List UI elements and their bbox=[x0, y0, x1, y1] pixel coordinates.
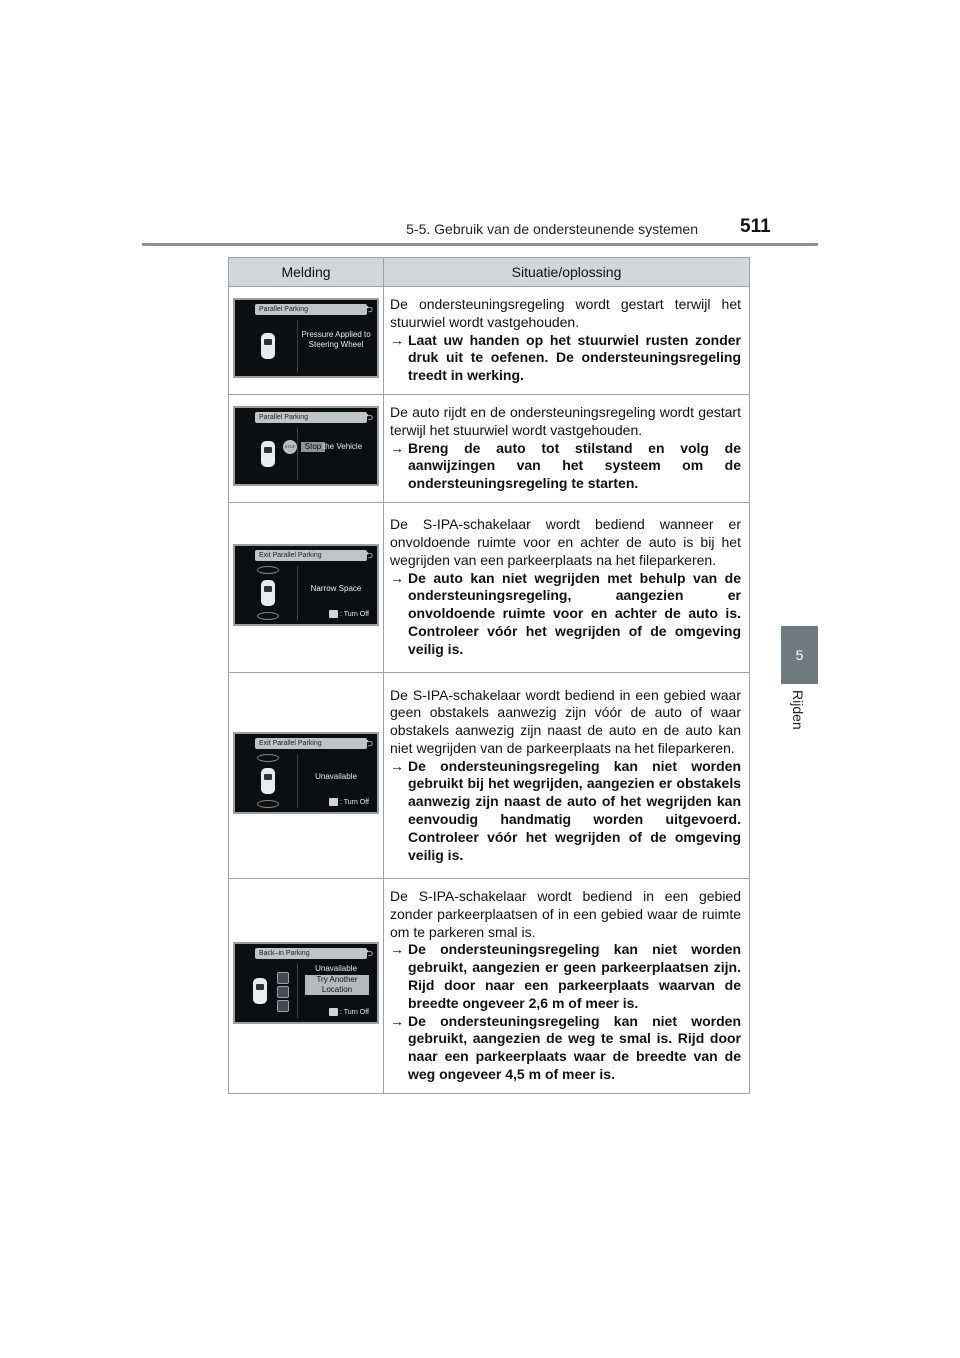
chapter-label: Rijden bbox=[790, 690, 806, 730]
s-ipa-switch-icon bbox=[329, 1008, 338, 1016]
sensor-arc bbox=[257, 566, 279, 574]
solution-item bbox=[390, 332, 741, 385]
car-area bbox=[239, 964, 298, 1018]
message-cell bbox=[229, 502, 384, 672]
arrow-icon: → bbox=[390, 1012, 404, 1029]
situation-cell bbox=[384, 672, 750, 878]
solution-text: De auto kan niet wegrijden met behulp van de ondersteuningsregeling, aangezien er onvoldoende ruimte voor en achter de auto is. Controleer vóór het wegrijden of de omgeving veilig is. bbox=[408, 569, 741, 657]
table-row bbox=[229, 878, 750, 1093]
situation-cell bbox=[384, 878, 750, 1093]
screen-title: Exit Parallel Parking bbox=[255, 550, 367, 561]
back-icon: ⮌ bbox=[365, 737, 373, 748]
screen-title: Parallel Parking bbox=[255, 304, 367, 315]
back-icon: ⮌ bbox=[365, 549, 373, 560]
situation-text: De ondersteuningsregeling wordt gestart terwijl het stuurwiel wordt vastgehouden. bbox=[390, 296, 741, 330]
screen-title: Exit Parallel Parking bbox=[255, 738, 367, 749]
message-cell bbox=[229, 395, 384, 503]
situation-cell bbox=[384, 395, 750, 503]
stop-sign-icon: STOP bbox=[283, 440, 297, 454]
screen-highlight: Try Another Location bbox=[305, 975, 369, 995]
car-area bbox=[239, 566, 298, 620]
table-row bbox=[229, 672, 750, 878]
column-header-message: Melding bbox=[229, 258, 384, 287]
back-icon: ⮌ bbox=[365, 304, 373, 314]
message-table bbox=[228, 257, 750, 1094]
chapter-number: 5 bbox=[795, 647, 804, 663]
situation-cell bbox=[384, 502, 750, 672]
screen-message: Unavailable bbox=[315, 771, 357, 781]
display-screen bbox=[233, 942, 379, 1024]
turn-off-label: : Turn Off bbox=[339, 1009, 369, 1017]
solution-item bbox=[390, 941, 741, 1012]
turn-off-hint bbox=[329, 798, 369, 806]
car-area bbox=[239, 754, 298, 808]
table-row bbox=[229, 502, 750, 672]
solution-text: De ondersteuningsregeling kan niet worden gebruikt, aangezien de weg te smal is. Rijd door naar een parkeerplaats waar de breedte van de weg ongeveer 4,5 m of meer is. bbox=[408, 1012, 741, 1082]
back-icon: ⮌ bbox=[365, 411, 373, 422]
screen-title: Parallel Parking bbox=[255, 412, 367, 423]
arrow-icon: → bbox=[390, 439, 404, 456]
solution-item bbox=[390, 1013, 741, 1084]
arrow-icon: → bbox=[390, 569, 404, 586]
turn-off-hint bbox=[329, 1008, 369, 1016]
car-icon bbox=[261, 441, 275, 467]
arrow-icon: → bbox=[390, 331, 404, 348]
solution-item bbox=[390, 440, 741, 493]
display-screen bbox=[233, 298, 379, 378]
solution-item bbox=[390, 758, 741, 865]
sensor-arc bbox=[257, 800, 279, 808]
situation-text: De S-IPA-schakelaar wordt bediend in een gebied zonder parkeerplaatsen of in een gebied waar de ruimte om te parkeren smal is. bbox=[390, 887, 741, 940]
car-area bbox=[239, 428, 298, 480]
header-divider bbox=[142, 243, 818, 246]
table-header-row bbox=[229, 258, 750, 287]
chapter-tab bbox=[781, 626, 818, 684]
turn-off-label: : Turn Off bbox=[339, 798, 369, 806]
s-ipa-switch-icon bbox=[329, 798, 338, 806]
screen-message: Unavailable bbox=[315, 964, 357, 974]
screen-highlight: Stop bbox=[301, 442, 325, 452]
arrow-icon: → bbox=[390, 757, 404, 774]
solution-text: Breng de auto tot stilstand en volg de aanwijzingen van het systeem om de ondersteuningsregeling te starten. bbox=[408, 439, 741, 492]
sensor-arc bbox=[257, 612, 279, 620]
back-icon: ⮌ bbox=[365, 948, 373, 959]
screen-message: Narrow Space bbox=[310, 583, 362, 593]
screen-message: the Vehicle bbox=[323, 441, 363, 451]
solution-text: De ondersteuningsregeling kan niet worden gebruikt, aangezien er geen parkeerplaatsen zijn. Rijd door naar een parkeerplaats waarvan de breedte ongeveer 2,6 m of meer is. bbox=[408, 941, 741, 1011]
solution-text: De ondersteuningsregeling kan niet worden gebruikt bij het wegrijden, aangezien er obstakels aanwezig zijn naast de auto of het wegrijden kan eenvoudig handmatig worden uitgevoerd. Controleer vóór het wegrijden of de omgeving veilig is. bbox=[408, 757, 741, 863]
table-row bbox=[229, 395, 750, 503]
message-cell bbox=[229, 672, 384, 878]
solution-item bbox=[390, 570, 741, 659]
sensor-arc bbox=[257, 754, 279, 762]
table-row bbox=[229, 287, 750, 395]
message-cell bbox=[229, 287, 384, 395]
column-header-situation: Situatie/oplossing bbox=[384, 258, 750, 287]
arrow-icon: → bbox=[390, 941, 404, 958]
car-icon bbox=[261, 580, 275, 606]
situation-text: De S-IPA-schakelaar wordt bediend wanneer er onvoldoende ruimte voor en achter de auto is bij het wegrijden van een parkeerplaats na het fileparkeren. bbox=[390, 516, 741, 568]
s-ipa-switch-icon bbox=[329, 610, 338, 618]
section-title: 5-5. Gebruik van de ondersteunende systemen bbox=[406, 221, 698, 237]
parking-slot-icon bbox=[277, 986, 289, 998]
message-cell bbox=[229, 878, 384, 1093]
screen-message: Pressure Applied to Steering Wheel bbox=[301, 330, 371, 349]
display-screen bbox=[233, 544, 379, 626]
turn-off-hint bbox=[329, 610, 369, 618]
screen-title: Back–in Parking bbox=[255, 948, 367, 959]
car-icon bbox=[261, 768, 275, 794]
situation-text: De auto rijdt en de ondersteuningsregeling wordt gestart terwijl het stuurwiel wordt vastgehouden. bbox=[390, 404, 741, 438]
display-screen bbox=[233, 732, 379, 814]
car-icon bbox=[253, 978, 267, 1004]
situation-cell bbox=[384, 287, 750, 395]
turn-off-label: : Turn Off bbox=[339, 610, 369, 618]
parking-slot-icon bbox=[277, 972, 289, 984]
situation-text: De S-IPA-schakelaar wordt bediend in een gebied waar geen obstakels aanwezig zijn vóór de auto of waar obstakels aanwezig zijn naast de auto en de auto kan niet wegrijden van de parkeerplaats na het fileparkeren. bbox=[390, 686, 741, 756]
car-area bbox=[239, 320, 298, 372]
parking-slot-icon bbox=[277, 1000, 289, 1012]
solution-text: Laat uw handen op het stuurwiel rusten zonder druk uit te oefenen. De ondersteuningsregeling treedt in werking. bbox=[408, 331, 741, 384]
page-number: 511 bbox=[740, 216, 771, 237]
car-icon bbox=[261, 333, 275, 359]
display-screen bbox=[233, 406, 379, 486]
